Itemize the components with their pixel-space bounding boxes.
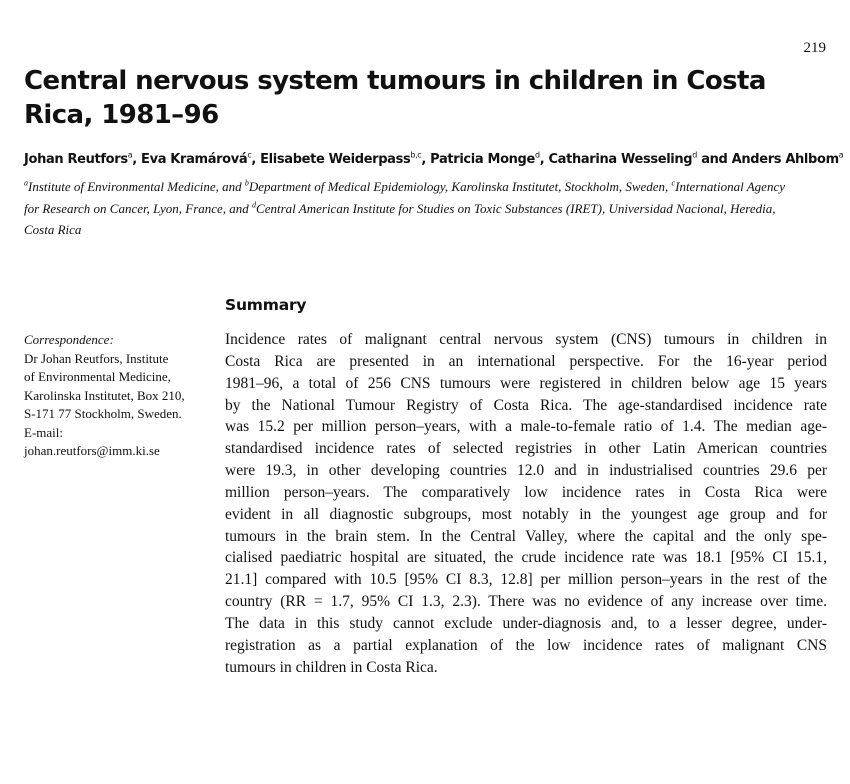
affiliation-mark: c: [671, 178, 676, 188]
author-name: Elisabete Weiderpass: [260, 152, 411, 167]
correspondence-block: [24, 331, 204, 461]
summary-line: 21.1] compared with 10.5 [95% CI 8.3, 12.8] per million person–years in the rest of the: [225, 571, 827, 589]
summary-line: registration as a partial explanation of the low incidence rates of malignant CNS: [225, 636, 827, 654]
affiliation-text: Department of Medical Epidemiology, Karolinska Institutet, Stockholm, Sweden,: [248, 179, 672, 194]
summary-line: tumours in children in Costa Rica.: [225, 658, 438, 676]
summary-text: [225, 329, 827, 679]
summary-line: were 19.3, in other developing countries 12.0 and in industrialised countries 29.6 per: [225, 462, 827, 480]
author-name: Johan Reutfors: [24, 152, 128, 167]
affiliations: [24, 176, 830, 241]
correspondence-line: Karolinska Institutet, Box 210,: [24, 387, 185, 403]
author-affiliation-mark: d: [534, 150, 540, 160]
affiliation-text: Institute of Environmental Medicine, and: [28, 179, 245, 194]
author-separator: ,: [251, 152, 261, 167]
author-list: [24, 150, 844, 167]
affiliation-text: Central American Institute for Studies on Toxic Substances (IRET), Universidad Nacional, Heredia,: [256, 200, 776, 216]
author-separator: ,: [539, 152, 549, 167]
affiliation-text: International Agency: [675, 179, 785, 194]
author-separator: ,: [132, 152, 142, 167]
summary-line: million person–years. The comparatively low incidence rates in Costa Rica were: [225, 483, 827, 501]
summary-line: Incidence rates of malignant central nervous system (CNS) tumours in children in: [225, 331, 827, 348]
affiliation-line: [24, 176, 830, 198]
affiliation-line: Costa Rica: [24, 222, 82, 237]
author-affiliation-mark: b,c: [410, 150, 422, 160]
author-name: Eva Kramárová: [141, 152, 248, 167]
summary-line: evident in all diagnostic subgroups, most notably in the youngest age group and for: [225, 505, 827, 523]
affiliation-line: [24, 198, 830, 220]
correspondence-line: of Environmental Medicine,: [24, 369, 171, 384]
author-separator: ,: [421, 152, 431, 167]
affiliation-mark: d: [252, 200, 257, 210]
page-number: 219: [803, 40, 826, 56]
article-title: Central nervous system tumours in children in Costa Rica, 1981–96: [24, 66, 766, 130]
correspondence-line: Dr Johan Reutfors, Institute: [24, 350, 169, 366]
summary-line: tumours in the brain stem. In the Central Valley, where the capital and the only spe-: [225, 527, 827, 545]
summary-line: 1981–96, a total of 256 CNS tumours were registered in children below age 15 years: [225, 374, 827, 392]
summary-line: The data in this study cannot exclude under-diagnosis and, to a lesser degree, under-: [225, 614, 827, 632]
affiliation-mark: b: [244, 178, 249, 188]
author-separator: and: [697, 152, 732, 167]
correspondence-email[interactable]: johan.reutfors@imm.ki.se: [24, 443, 160, 458]
summary-line: cialised paediatric hospital are situated, the crude incidence rate was 18.1 [95% CI 15.1,: [225, 549, 827, 567]
summary-line: was 15.2 per million person–years, with a male-to-female ratio of 1.4. The median age-: [225, 418, 827, 436]
author-name: Patricia Monge: [430, 152, 535, 167]
summary-heading: Summary: [225, 296, 307, 314]
affiliation-mark: a: [24, 178, 28, 188]
author-affiliation-mark: a: [127, 150, 133, 160]
correspondence-label: Correspondence:: [24, 332, 114, 347]
author-affiliation-mark: c: [247, 150, 252, 160]
author-affiliation-mark: a: [838, 150, 844, 160]
correspondence-line: S-171 77 Stockholm, Sweden.: [24, 406, 182, 421]
affiliation-text: for Research on Cancer, Lyon, France, and: [24, 200, 253, 216]
correspondence-line: E-mail:: [24, 424, 63, 440]
summary-line: Costa Rica are presented in an international perspective. For the 16-year period: [225, 352, 827, 370]
summary-line: standardised incidence rates of selected registries in other Latin American countries: [225, 440, 827, 458]
author-name: Anders Ahlbom: [731, 152, 839, 167]
summary-line: country (RR = 1.7, 95% CI 1.3, 2.3). There was no evidence of any increase over time.: [225, 593, 827, 611]
summary-line: by the National Tumour Registry of Costa Rica. The age-standardised incidence rate: [225, 396, 827, 414]
author-name: Catharina Wesseling: [548, 152, 693, 167]
author-affiliation-mark: d: [692, 150, 698, 160]
